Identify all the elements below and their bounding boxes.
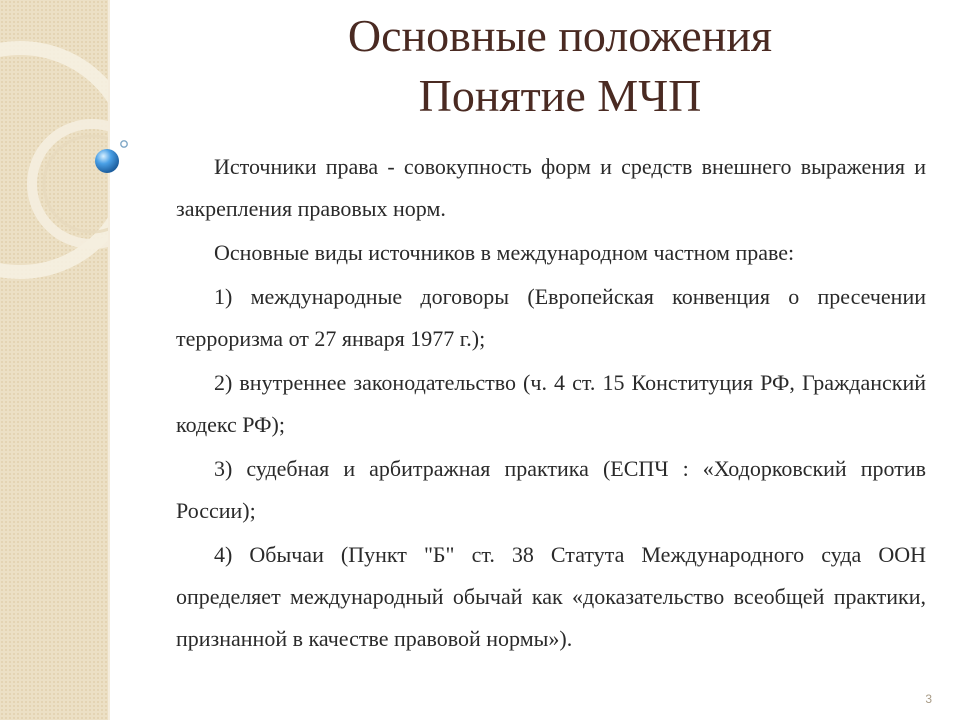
decorative-circles-graphic	[0, 0, 108, 720]
decorative-side-strip	[0, 0, 108, 720]
page-number: 3	[925, 692, 932, 706]
paragraph-definition: Источники права - совокупность форм и средств внешнего выражения и закрепления правовых норм.	[176, 154, 926, 221]
paragraph-intro-list: Основные виды источников в международном частном праве:	[214, 240, 795, 265]
slide-body	[176, 146, 926, 662]
title-line-sub: Понятие МЧП	[418, 70, 702, 121]
title-line-main: Основные положения	[347, 10, 773, 61]
slide-title	[180, 6, 940, 126]
paragraph-item-4: 4) Обычаи (Пункт "Б" ст. 38 Статута Международного суда ООН определяет международный обычай как «доказательство всеобщей практики, признанной в качестве правовой нормы»).	[176, 542, 926, 651]
paragraph-item-2: 2) внутреннее законодательство (ч. 4 ст. 15 Конституция РФ, Гражданский кодекс РФ);	[176, 370, 926, 437]
side-divider	[108, 0, 110, 720]
paragraph-item-1: 1) международные договоры (Европейская конвенция о пресечении терроризма от 27 января 1977 г.);	[176, 284, 926, 351]
blue-sphere-bullet-icon	[90, 135, 140, 185]
paragraph-item-3: 3) судебная и арбитражная практика (ЕСПЧ : «Ходорковский против России);	[176, 456, 926, 523]
